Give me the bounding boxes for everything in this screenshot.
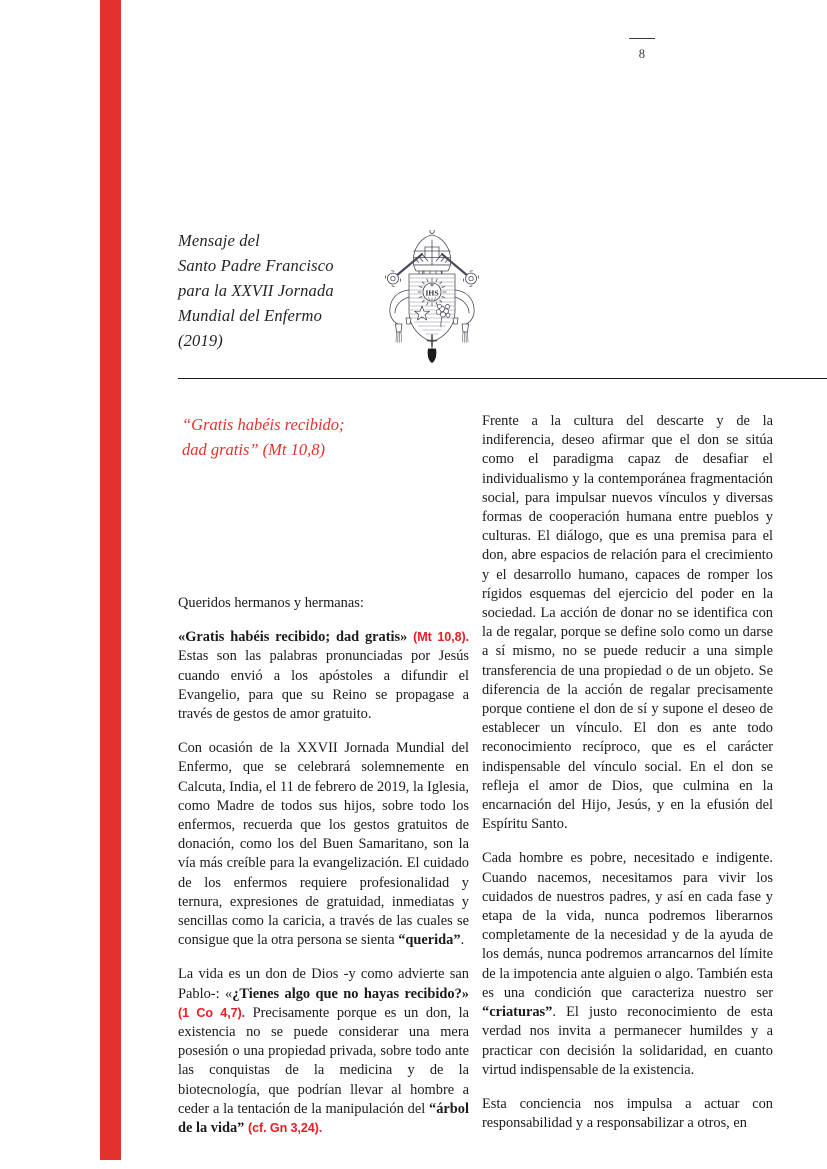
text-run: Precisamente porque es un don, la existencia no se puede considerar una mera posesión o una propiedad privada, sobre todo ante las conquistas de la medicina y de la biotecnología, que podrían llevar al hombre a ceder a la tentación de la manipulación del [178, 1004, 469, 1117]
heading-spacer [178, 462, 469, 594]
emphasis-bold: “criaturas” [482, 1004, 553, 1021]
text-run: Estas son las palabras pronunciadas por Jesús cuando envió a los apóstoles a difundir el Evangelio, para que su Reino se propagase a través de gestos de amor gratuito. [178, 648, 469, 723]
emphasis-bold: ¿Tienes algo que no hayas recibido?» [232, 985, 469, 1002]
masthead-divider [178, 378, 827, 379]
text-run: Frente a la cultura del descarte y de la indiferencia, deseo afirmar que el don se sitúa como el paradigma capaz de desafiar el individualismo y la contemporánea fragmentación social, para impulsar nuevos vínculos y diversas formas de cooperación humana entre pueblos y culturas. El diálogo, que es una premisa para el don, abre espacios de relación para el crecimiento y el desarrollo humano, capaces de romper los rígidos esquemas del ejercicio del poder en la sociedad. La acción de donar no se identifica con la de regalar, porque se define solo como un darse a sí mismo, no se puede reducir a una simple transferencia de una propiedad o de un objeto. Se diferencia de la acción de regalar precisamente porque contiene el don de sí y supone el deseo de establecer un vínculo. El don es ante todo reconocimiento recíproco, que es el carácter indispensable del vínculo social. En el don se refleja el amor de Dios, que culmina en la encarnación del Hijo, Jesús, y en la efusión del Espíritu Santo. [482, 413, 773, 833]
scripture-reference: (Mt 10,8). [413, 630, 469, 645]
emphasis-bold: “árbol de la vida” [178, 1100, 469, 1137]
page-number: 8 [638, 47, 646, 61]
masthead-line-2: Santo Padre Francisco [178, 256, 334, 275]
text-run: La vida es un don de Dios -y como advierte san Pablo-: « [178, 966, 469, 1002]
folio [614, 38, 670, 62]
paragraph-left-3 [178, 965, 469, 1138]
masthead [178, 228, 826, 368]
text-run: Con ocasión de la XXVII Jornada Mundial del Enfermo, que se celebrará solemnemente en Calcuta, India, el 11 de febrero de 2019, la Iglesia, como Madre de todos sus hijos, sobre todo los enfermos, recuerda que los gestos gratuitos de donación, como los del Buen Samaritano, son la vía más creíble para la evangelización. El cuidado de los enfermos requiere profesionalidad y ternura, expresiones de gratuidad, inmediatas y sencillas como la caricia, a través de las cuales se consigue que la otra persona se sienta [178, 740, 469, 949]
masthead-line-4: Mundial del Enfermo [178, 306, 322, 325]
text-run: . [460, 932, 465, 949]
red-edge-bar [100, 0, 121, 1160]
scripture-reference: (1 Co 4,7). [178, 1005, 246, 1020]
text-run: Cada hombre es pobre, necesitado e indigente. Cuando nacemos, necesitamos para vivir los cuidados de nuestros padres, y así en cada fase y etapa de la vida, nunca podremos liberarnos completamente de la necesidad y de la ayuda de los demás, nunca podremos arrancarnos del límite de la impotencia ante alguien o algo. También esta es una condición que caracteriza nuestro ser [482, 850, 773, 1001]
svg-text:IHS: IHS [425, 288, 439, 298]
paragraph-left-1 [178, 628, 469, 724]
text-run: Esta conciencia nos impulsa a actuar con responsabilidad y a responsabilizar a otros, en [482, 1095, 773, 1132]
masthead-line-5: (2019) [178, 331, 223, 350]
papal-coat-of-arms-icon [378, 230, 486, 364]
masthead-title [178, 228, 378, 353]
masthead-line-1: Mensaje del [178, 231, 260, 250]
scripture-heading [182, 412, 469, 462]
column-left [178, 412, 469, 1138]
scripture-heading-line-1: “Gratis habéis recibido; [182, 415, 345, 434]
text-run: . El justo reconocimiento de esta verdad nos invita a permanecer humildes y a practicar con decisión la solidaridad, en cuanto virtud indispensable de la existencia. [482, 1004, 773, 1078]
masthead-line-3: para la XXVII Jornada [178, 281, 334, 300]
scripture-heading-line-2: dad gratis” (Mt 10,8) [182, 440, 326, 459]
paragraph-right-2 [482, 849, 773, 1079]
paragraph-right-3 [482, 1095, 773, 1133]
emphasis-bold: «Gratis habéis recibido; dad gratis» [178, 629, 414, 646]
folio-rule-icon [629, 38, 655, 39]
scripture-reference: (cf. Gn 3,24). [247, 1121, 323, 1136]
paragraph-right-1 [482, 412, 773, 834]
paragraph-left-2 [178, 739, 469, 950]
salutation: Queridos hermanos y hermanas: [178, 595, 364, 611]
emphasis-bold: “querida” [398, 932, 461, 949]
column-right [482, 412, 773, 1133]
